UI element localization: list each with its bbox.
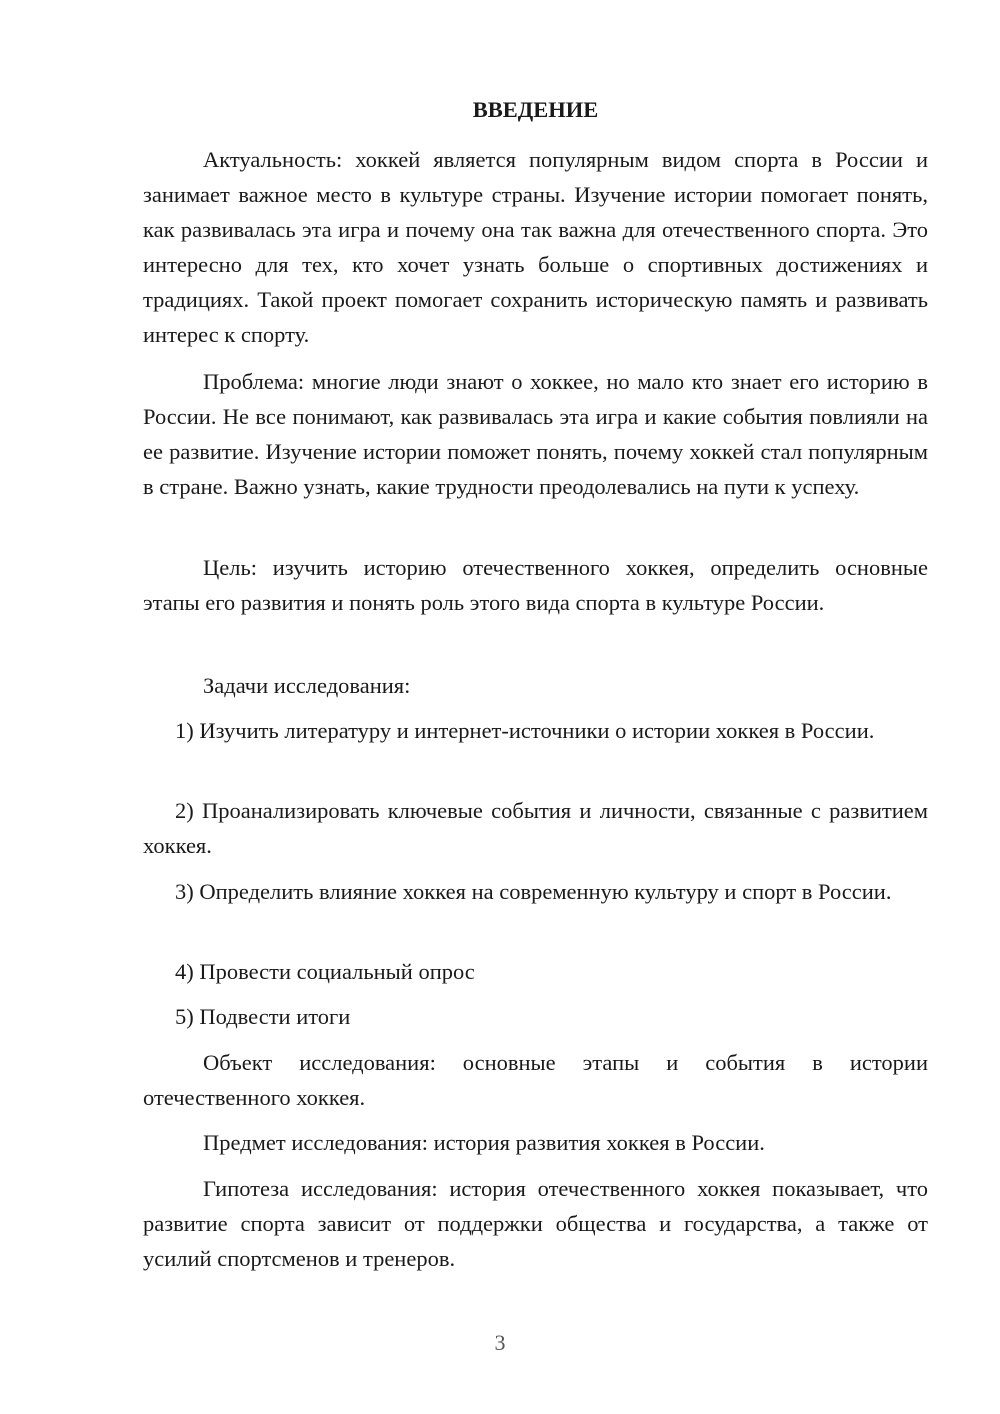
paragraph-relevance: Актуальность: хоккей является популярным видом спорта в России и занимает важное место в культуре страны. Изучение истории помогает понять, как развивалась эта игра и почему она так важна для отечественного спорта. Это интересно для тех, кто хочет узнать больше о спортивных достижениях и традициях. Такой проект помогает сохранить историческую память и развивать интерес к спорту. — [143, 147, 928, 347]
paragraph-hypothesis: Гипотеза исследования: история отечественного хоккея показывает, что развитие спорта зависит от поддержки общества и государства, а также от усилий спортсменов и тренеров. — [143, 1176, 928, 1271]
task-item-2: 2) Проанализировать ключевые события и личности, связанные с развитием хоккея. — [143, 798, 928, 858]
section-title: ВВЕДЕНИЕ — [472, 97, 599, 122]
paragraph-goal: Цель: изучить историю отечественного хоккея, определить основные этапы его развития и понять роль этого вида спорта в культуре России. — [143, 555, 928, 615]
page-number: 3 — [494, 1330, 506, 1355]
task-item-3: 3) Определить влияние хоккея на современную культуру и спорт в России. — [175, 879, 892, 904]
paragraph-subject: Предмет исследования: история развития хоккея в России. — [203, 1130, 765, 1155]
paragraph-object: Объект исследования: основные этапы и события в истории отечественного хоккея. — [143, 1050, 928, 1110]
paragraph-problem: Проблема: многие люди знают о хоккее, но мало кто знает его историю в России. Не все понимают, как развивалась эта игра и какие события повлияли на ее развитие. Изучение истории поможет понять, почему хоккей стал популярным в стране. Важно узнать, какие трудности преодолевались на пути к успеху. — [143, 369, 928, 499]
tasks-heading: Задачи исследования: — [203, 673, 411, 698]
task-item-5: 5) Подвести итоги — [175, 1004, 351, 1029]
task-item-4: 4) Провести социальный опрос — [175, 959, 475, 984]
task-item-1: 1) Изучить литературу и интернет-источники о истории хоккея в России. — [175, 718, 875, 743]
